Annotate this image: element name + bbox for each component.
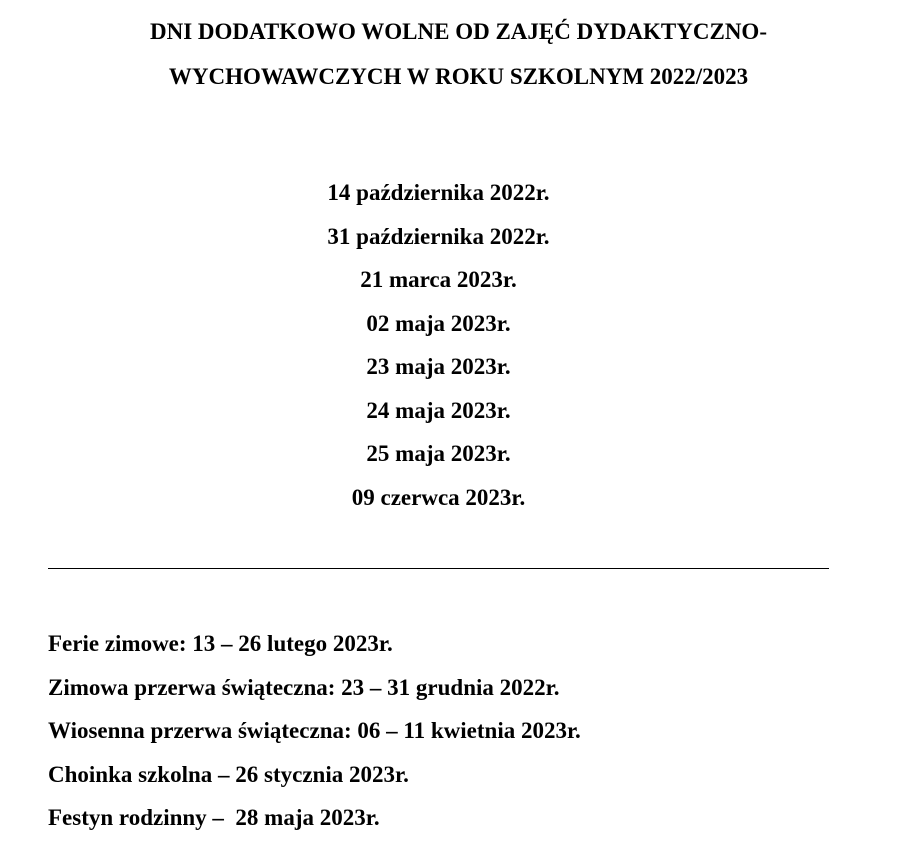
event-item: Zimowa przerwa świąteczna: 23 – 31 grudnia 2022r. xyxy=(48,674,560,700)
free-day-item: 25 maja 2023r. xyxy=(366,441,511,466)
page-title-line-2: WYCHOWAWCZYCH W ROKU SZKOLNYM 2022/2023 xyxy=(168,64,749,89)
page-title-line-1: DNI DODATKOWO WOLNE OD ZAJĘĆ DYDAKTYCZNO- xyxy=(149,19,767,44)
free-day-item: 14 października 2022r. xyxy=(327,180,550,205)
free-day-item: 24 maja 2023r. xyxy=(366,397,511,423)
free-day-item: 09 czerwca 2023r. xyxy=(351,484,526,510)
events-list xyxy=(48,627,581,845)
free-day-item: 21 marca 2023r. xyxy=(360,267,517,292)
event-item: Festyn rodzinny – 28 maja 2023r. xyxy=(48,805,380,830)
free-days-list xyxy=(0,176,877,524)
section-divider xyxy=(48,568,829,569)
free-day-item: 23 maja 2023r. xyxy=(366,354,511,379)
event-item: Wiosenna przerwa świąteczna: 06 – 11 kwietnia 2023r. xyxy=(48,718,581,743)
free-day-item: 02 maja 2023r. xyxy=(366,310,511,336)
event-item: Choinka szkolna – 26 stycznia 2023r. xyxy=(48,761,409,787)
event-item: Ferie zimowe: 13 – 26 lutego 2023r. xyxy=(48,631,393,656)
free-day-item: 31 października 2022r. xyxy=(327,223,550,249)
